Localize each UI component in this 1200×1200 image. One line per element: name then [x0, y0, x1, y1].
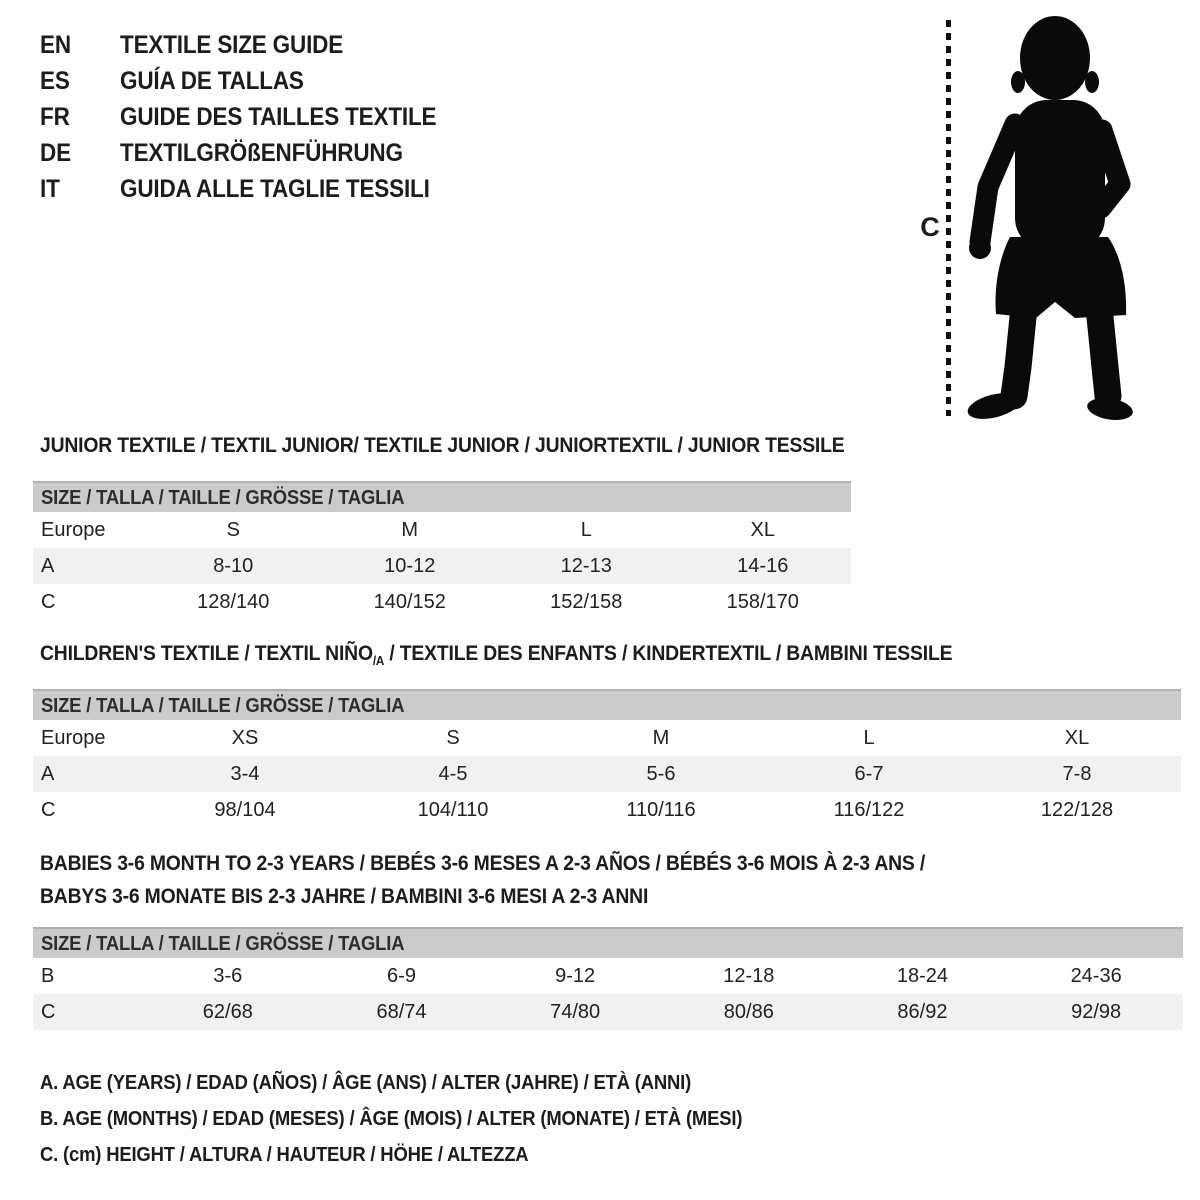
junior-size-table: [33, 481, 851, 620]
table-row-height: [33, 792, 1181, 828]
height-cell: 128/140: [197, 590, 270, 613]
row-label: C: [41, 590, 56, 613]
language-title-list: [40, 27, 472, 207]
age-cell: 3-4: [230, 762, 260, 785]
height-cell: 74/80: [550, 1000, 601, 1023]
table-row-europe: [33, 512, 851, 548]
guide-title-en: TEXTILE SIZE GUIDE: [120, 30, 344, 59]
age-cell: 10-12: [384, 554, 436, 577]
age-cell: 12-18: [723, 964, 775, 987]
language-row-it: [40, 171, 472, 207]
guide-title-es: GUÍA DE TALLAS: [120, 66, 304, 95]
guide-title-it: GUIDA ALLE TAGLIE TESSILI: [120, 174, 430, 203]
junior-section-title: JUNIOR TEXTILE / TEXTIL JUNIOR/ TEXTILE JUNIOR / JUNIORTEXTIL / JUNIOR TESSILE: [40, 433, 845, 457]
guide-title-fr: GUIDE DES TAILLES TEXTILE: [120, 102, 437, 131]
size-header-bar: SIZE / TALLA / TAILLE / GRÖSSE / TAGLIA: [33, 689, 1181, 720]
language-code: DE: [40, 138, 71, 167]
age-cell: 6-7: [854, 762, 884, 785]
language-row-es: [40, 63, 472, 99]
size-cell: XL: [750, 518, 775, 541]
height-cell: 98/104: [214, 798, 276, 821]
height-cell: 122/128: [1040, 798, 1114, 821]
children-table: [33, 720, 1181, 828]
children-size-table: [33, 689, 1181, 828]
language-code: EN: [40, 30, 71, 59]
babies-table: [33, 958, 1183, 1030]
height-cell: 68/74: [376, 1000, 427, 1023]
size-cell: M: [401, 518, 419, 541]
age-cell: 3-6: [213, 964, 243, 987]
table-row-age: [33, 548, 851, 584]
age-cell: 24-36: [1070, 964, 1122, 987]
language-code: FR: [40, 102, 70, 131]
height-cell: 110/116: [626, 798, 696, 821]
row-label: B: [41, 964, 55, 987]
age-cell: 14-16: [737, 554, 789, 577]
table-row-height: [33, 994, 1183, 1030]
height-cell: 152/158: [550, 590, 623, 613]
table-row-age-months: [33, 958, 1183, 994]
size-cell: XS: [231, 726, 259, 749]
age-cell: 5-6: [646, 762, 676, 785]
size-cell: L: [580, 518, 592, 541]
height-measure-label: C: [920, 212, 940, 242]
size-header-bar: SIZE / TALLA / TAILLE / GRÖSSE / TAGLIA: [33, 927, 1183, 958]
table-row-height: [33, 584, 851, 620]
size-header-bar: SIZE / TALLA / TAILLE / GRÖSSE / TAGLIA: [33, 481, 851, 512]
language-row-de: [40, 135, 472, 171]
height-cell: 140/152: [373, 590, 446, 613]
height-cell: 104/110: [417, 798, 489, 821]
row-label: C: [41, 1000, 56, 1023]
height-cell: 116/122: [833, 798, 905, 821]
age-cell: 4-5: [438, 762, 468, 785]
language-code: IT: [40, 174, 60, 203]
row-label: Europe: [41, 726, 106, 749]
height-cell: 80/86: [723, 1000, 774, 1023]
age-cell: 7-8: [1062, 762, 1092, 785]
toddler-silhouette-icon: [958, 12, 1143, 422]
age-cell: 8-10: [213, 554, 254, 577]
babies-size-table: [33, 927, 1183, 1030]
height-cell: 158/170: [726, 590, 799, 613]
language-code: ES: [40, 66, 70, 95]
height-cell: 62/68: [202, 1000, 253, 1023]
size-cell: L: [863, 726, 875, 749]
table-row-europe: [33, 720, 1181, 756]
row-label: Europe: [41, 518, 106, 541]
size-cell: M: [652, 726, 670, 749]
size-cell: XL: [1064, 726, 1090, 749]
table-row-age: [33, 756, 1181, 792]
height-cell: 92/98: [1071, 1000, 1122, 1023]
legend-line-c: C. (cm) HEIGHT / ALTURA / HAUTEUR / HÖHE / ALTEZZA: [40, 1143, 529, 1166]
children-section-title: CHILDREN'S TEXTILE / TEXTIL $NIÑO_{/A}$ / TEXTILE DES ENFANTS / KINDERTEXTIL / BAMBINI TESSILE: [40, 641, 953, 668]
nino-a-subscript: /A: [372, 653, 385, 668]
language-row-en: [40, 27, 472, 63]
babies-section-title: BABIES 3-6 MONTH TO 2-3 YEARS / BEBÉS 3-6 MESES A 2-3 AÑOS / BÉBÉS 3-6 MOIS À 2-3 ANS / BABYS 3-6 MONATE BIS 2-3 JAHRE / BAMBINI 3-6 MESI A 2-3 ANNI: [40, 851, 926, 908]
legend-line-a: A. AGE (YEARS) / EDAD (AÑOS) / ÂGE (ANS) / ALTER (JAHRE) / ETÀ (ANNI): [40, 1071, 692, 1094]
age-cell: 12-13: [560, 554, 612, 577]
size-cell: S: [446, 726, 460, 749]
guide-title-de: TEXTILGRÖßENFÜHRUNG: [120, 138, 403, 167]
row-label: C: [41, 798, 56, 821]
age-cell: 18-24: [896, 964, 949, 987]
size-cell: S: [226, 518, 240, 541]
height-cell: 86/92: [897, 1000, 948, 1023]
junior-table: [33, 512, 851, 620]
row-label: A: [41, 762, 55, 785]
measurement-legend: [40, 1065, 820, 1173]
language-row-fr: [40, 99, 472, 135]
age-cell: 9-12: [555, 964, 596, 987]
legend-line-b: B. AGE (MONTHS) / EDAD (MESES) / ÂGE (MOIS) / ALTER (MONATE) / ETÀ (MESI): [40, 1107, 743, 1130]
row-label: A: [41, 554, 55, 577]
age-cell: 6-9: [387, 964, 416, 987]
